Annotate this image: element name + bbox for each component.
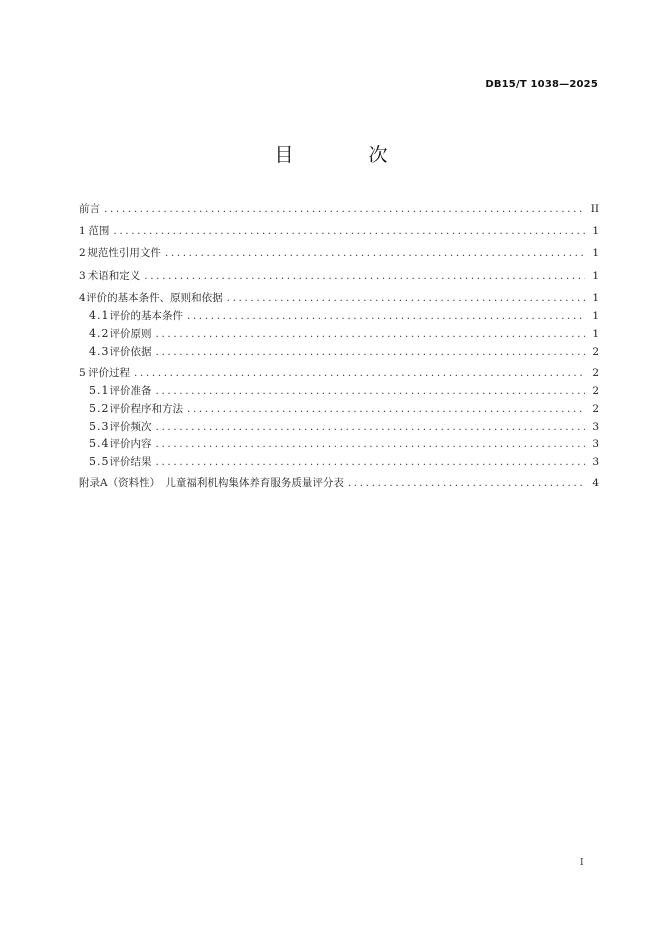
page-number: I	[580, 858, 584, 868]
toc-entry-number: 5.1	[89, 384, 110, 398]
toc-entry[interactable]	[79, 382, 599, 400]
toc-entry-page: 2	[592, 402, 599, 415]
toc-entry-page: 1	[592, 225, 599, 238]
toc-leader-dots	[227, 290, 585, 308]
toc-entry-number: 4.1	[89, 309, 110, 323]
toc-entry[interactable]	[79, 343, 599, 361]
toc-leader-dots	[165, 245, 585, 263]
toc-leader-dots	[144, 268, 585, 286]
toc-entry-label: 附录A（资料性） 儿童福利机构集体养育服务质量评分表	[79, 476, 344, 489]
toc-entry[interactable]	[79, 365, 599, 383]
toc-entry-number: 5.2	[89, 401, 110, 415]
toc-entry-page: 3	[592, 438, 599, 451]
toc-entry-page: 4	[592, 476, 599, 489]
toc-entry[interactable]	[79, 201, 599, 219]
toc-entry-label: 评价原则	[109, 327, 152, 340]
toc-entry-number: 4.2	[89, 326, 110, 340]
toc-entry-page: 3	[592, 420, 599, 433]
toc-entry-page: 3	[592, 455, 599, 468]
toc-entry-label: 评价过程	[88, 366, 130, 379]
toc-leader-dots	[156, 419, 586, 437]
toc-leader-dots	[348, 475, 585, 493]
toc-entry-number: 1	[79, 225, 86, 238]
toc-leader-dots	[156, 436, 586, 454]
toc-entry-number: 5	[79, 366, 86, 379]
toc-entry[interactable]	[79, 418, 599, 436]
toc-entry-number: 3	[79, 269, 86, 282]
toc-entry-label: 前言	[79, 203, 100, 215]
toc-leader-dots	[187, 308, 585, 326]
toc-entry[interactable]	[79, 453, 599, 471]
toc-entry[interactable]	[79, 475, 599, 493]
toc-entry-page: II	[590, 203, 599, 215]
toc-entry-page: 1	[592, 291, 599, 304]
toc-entry-label: 范围	[88, 225, 110, 238]
toc-entry-label: 评价程序和方法	[109, 402, 183, 415]
toc-entry-page: 1	[592, 327, 599, 340]
toc-entry-page: 2	[592, 385, 599, 398]
page-title: 目 次	[274, 144, 416, 166]
toc-entry-page: 2	[592, 345, 599, 358]
toc-leader-dots	[156, 344, 586, 362]
toc-leader-dots	[113, 223, 585, 241]
toc-entry[interactable]	[79, 223, 599, 241]
toc-entry-label: 评价内容	[109, 438, 152, 451]
toc-entry-label: 评价结果	[109, 455, 152, 468]
toc-leader-dots	[187, 401, 585, 419]
toc-entry[interactable]	[79, 245, 599, 263]
toc-entry[interactable]	[79, 400, 599, 418]
toc-entry-label: 评价依据	[109, 345, 152, 358]
toc-entry[interactable]	[79, 307, 599, 325]
toc-leader-dots	[156, 326, 586, 344]
toc-entry-page: 1	[592, 310, 599, 323]
toc-entry-label: 规范性引用文件	[87, 247, 161, 260]
toc-entry-number: 4.3	[89, 344, 110, 358]
toc-entry-number: 2	[79, 247, 86, 260]
toc-entry-page: 1	[592, 247, 599, 260]
toc-leader-dots	[134, 365, 585, 383]
toc-entry-label: 评价准备	[109, 385, 152, 398]
toc-entry-page: 2	[592, 366, 599, 379]
toc-entry-label: 评价的基本条件	[109, 310, 183, 323]
toc-leader-dots	[156, 454, 586, 472]
toc-entry-number: 5.4	[89, 437, 110, 451]
toc-entry[interactable]	[79, 290, 599, 308]
toc-entry-label: 评价频次	[109, 420, 152, 433]
table-of-contents	[79, 201, 599, 492]
document-code: DB15/T 1038—2025	[485, 79, 598, 90]
toc-entry-page: 1	[592, 269, 599, 282]
toc-leader-dots	[156, 383, 586, 401]
toc-entry[interactable]	[79, 325, 599, 343]
toc-leader-dots	[104, 201, 585, 219]
toc-entry-number: 4	[79, 291, 86, 304]
toc-entry-label: 评价的基本条件、原则和依据	[86, 291, 223, 304]
toc-entry-number: 5.5	[89, 454, 110, 468]
toc-entry[interactable]	[79, 268, 599, 286]
toc-entry-number: 5.3	[89, 419, 110, 433]
toc-entry[interactable]	[79, 435, 599, 453]
toc-entry-label: 术语和定义	[87, 269, 141, 282]
